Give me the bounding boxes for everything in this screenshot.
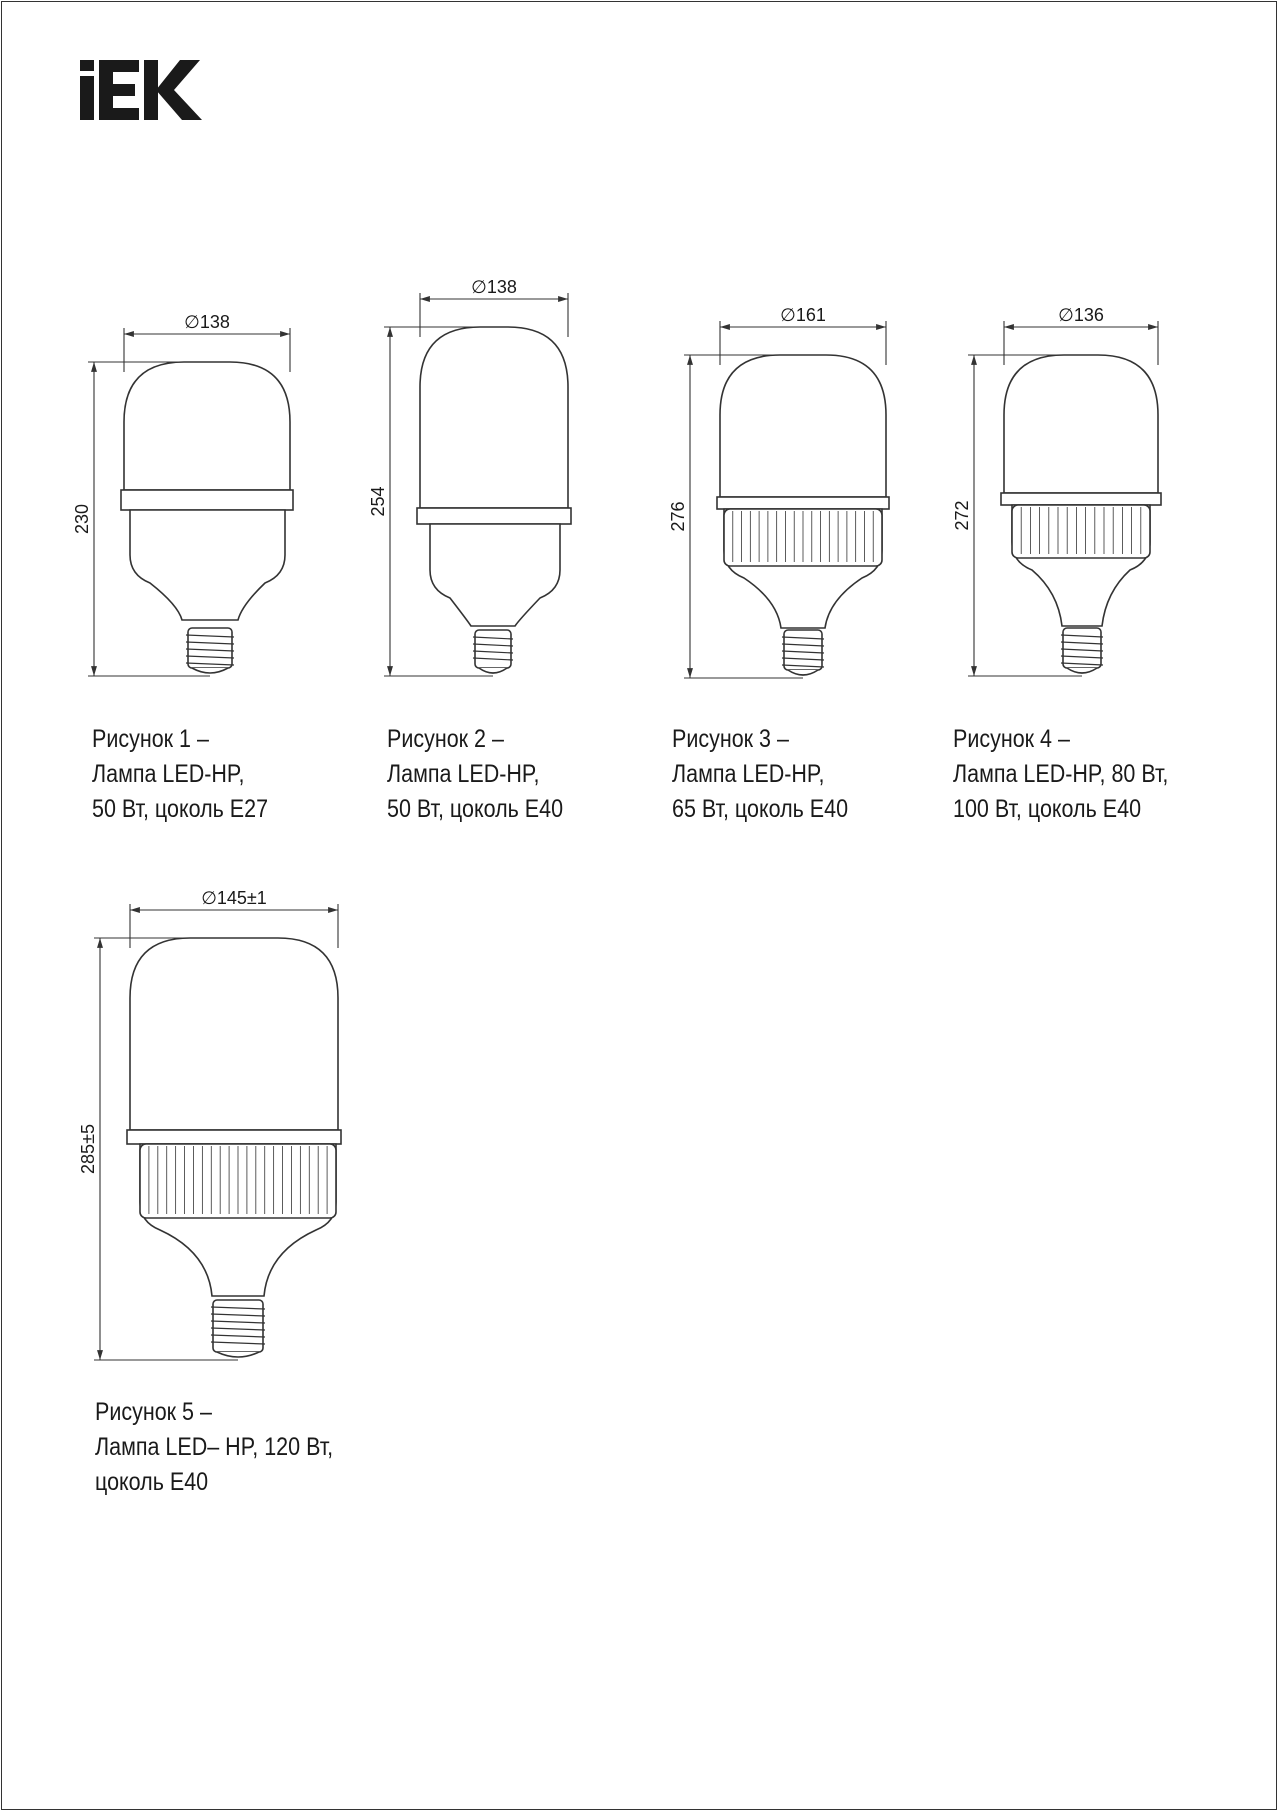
figure-2-caption-line-3: 50 Вт, цоколь Е40 xyxy=(387,795,564,823)
diameter-label-3: ∅161 xyxy=(780,305,826,325)
diameter-label-2: ∅138 xyxy=(471,277,517,297)
lamp-figure-2 xyxy=(417,327,571,673)
lamp-1-ring xyxy=(121,490,293,510)
figure-2-caption xyxy=(387,722,563,827)
lamp-4-dome xyxy=(1004,355,1158,493)
figure-4-caption xyxy=(953,722,1168,827)
figure-4-caption-line-1: Рисунок 4 – xyxy=(953,725,1070,753)
lamp-5-ring xyxy=(127,1130,341,1144)
lamp-4-screw-base xyxy=(1063,628,1101,668)
height-label-5: 285±5 xyxy=(78,1124,98,1174)
lamp-1-screw-base xyxy=(188,628,232,668)
lamp-figure-4 xyxy=(1001,355,1161,673)
figure-1-caption-line-2: Лампа LED-HP, xyxy=(92,760,245,788)
lamp-3-ring xyxy=(717,497,889,509)
figure-3-caption-line-3: 65 Вт, цоколь Е40 xyxy=(672,795,849,823)
figure-3-caption-line-2: Лампа LED-HP, xyxy=(672,760,825,788)
figure-3-caption-line-1: Рисунок 3 – xyxy=(672,725,789,753)
lamp-1-dome xyxy=(124,362,290,490)
lamp-3-screw-base xyxy=(784,630,822,670)
figure-4-caption-line-3: 100 Вт, цоколь Е40 xyxy=(953,795,1142,823)
height-label-3: 276 xyxy=(668,501,688,532)
figure-5-caption-line-3: цоколь Е40 xyxy=(95,1468,209,1496)
figure-4-caption-line-2: Лампа LED-HP, 80 Вт, xyxy=(953,760,1169,788)
lamp-figure-1 xyxy=(121,362,293,673)
lamp-figure-3 xyxy=(717,355,889,675)
lamp-1-body xyxy=(130,510,285,620)
figure-5-caption xyxy=(95,1395,333,1500)
lamp-5-dome xyxy=(130,938,338,1130)
figure-5-caption-line-1: Рисунок 5 – xyxy=(95,1398,212,1426)
figure-1-caption-line-3: 50 Вт, цоколь Е27 xyxy=(92,795,269,823)
lamp-2-screw-base xyxy=(475,630,511,668)
lamp-3-dome xyxy=(720,355,886,497)
diameter-label-1: ∅138 xyxy=(184,312,230,332)
figure-2-caption-line-1: Рисунок 2 – xyxy=(387,725,504,753)
figure-1-caption xyxy=(92,722,268,827)
figure-3-caption xyxy=(672,722,848,827)
lamp-figure-5 xyxy=(127,938,341,1357)
height-label-4: 272 xyxy=(952,500,972,531)
figure-1-caption-line-1: Рисунок 1 – xyxy=(92,725,209,753)
lamp-2-dome xyxy=(420,327,568,508)
diameter-label-4: ∅136 xyxy=(1058,305,1104,325)
lamp-2-body xyxy=(430,524,560,626)
height-label-2: 254 xyxy=(368,486,388,517)
diameter-label-5: ∅145±1 xyxy=(201,888,267,908)
lamp-2-ring xyxy=(417,508,571,524)
height-label-1: 230 xyxy=(72,503,92,535)
figure-5-caption-line-2: Лампа LED– HP, 120 Вт, xyxy=(95,1433,334,1461)
lamp-4-ring xyxy=(1001,493,1161,505)
figure-2-caption-line-2: Лампа LED-HP, xyxy=(387,760,540,788)
lamp-4-heatsink xyxy=(1012,505,1150,558)
